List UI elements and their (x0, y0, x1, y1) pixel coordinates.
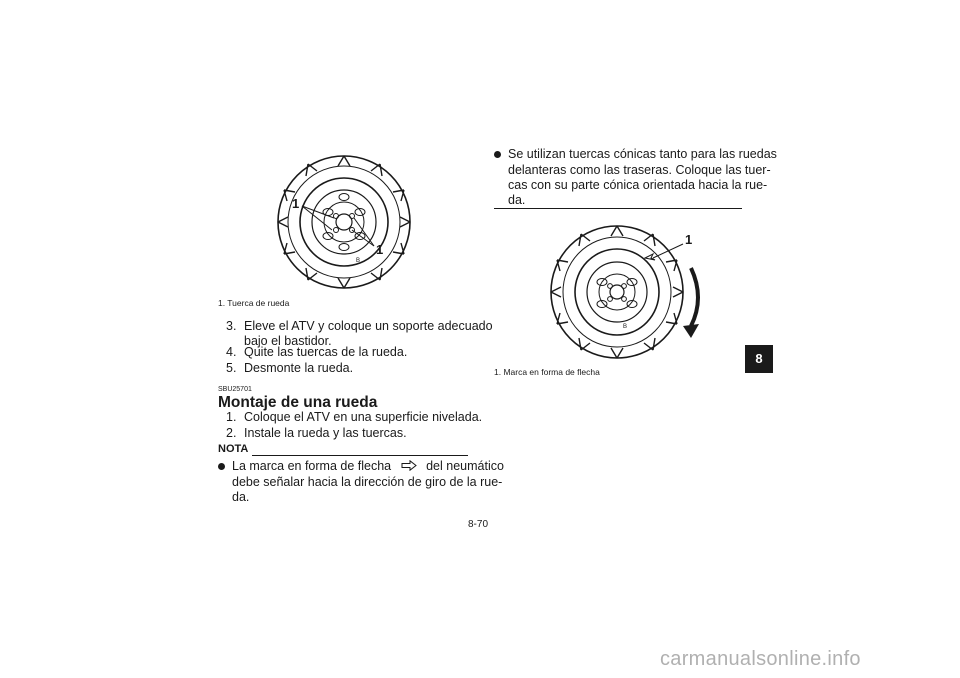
arrow-mark-icon (401, 460, 417, 471)
step-number: 1. (226, 410, 237, 424)
step-2 (226, 426, 476, 441)
callout-1: 1 (685, 232, 693, 247)
step-text: Instale la rueda y las tuercas. (244, 426, 407, 440)
section-end-rule (494, 208, 742, 209)
conical-nut-note-line-3: cas con su parte cónica orientada hacia la rue- (508, 178, 768, 192)
chapter-tab: 8 (745, 345, 773, 373)
wheel-letter-mark: B (356, 258, 361, 264)
callout-1-lower: 1 (376, 242, 384, 257)
wheel-nut-figure (270, 150, 420, 295)
arrow-mark-figure (545, 222, 715, 364)
figure-caption-wheel-nut: 1. Tuerca de rueda (218, 298, 290, 308)
step-number: 5. (226, 361, 237, 375)
step-1 (226, 410, 483, 425)
nota-line-3: da. (232, 490, 250, 504)
page-number: 8-70 (468, 519, 489, 530)
bullet-dot (494, 151, 501, 158)
step-text: Desmonte la rueda. (244, 361, 354, 375)
watermark: carmanualsonline.info (660, 648, 861, 670)
nota-line-2: debe señalar hacia la dirección de giro de la rue- (232, 475, 503, 489)
bullet-dot (218, 463, 225, 470)
step-text: bajo el bastidor. (244, 334, 332, 348)
conical-nut-note-line-4: da. (508, 193, 526, 207)
nota-text-post: del neumático (426, 459, 504, 473)
nota-rule (252, 455, 468, 456)
step-4 (226, 345, 476, 360)
section-code: SBU25701 (218, 386, 252, 393)
step-number: 3. (226, 319, 237, 333)
nota-text-pre: La marca en forma de flecha (232, 459, 392, 473)
conical-nut-note-line-2: delanteras como las traseras. Coloque las tuer- (508, 163, 771, 177)
step-text: Coloque el ATV en una superficie nivelada. (244, 410, 483, 424)
section-title: Montaje de una rueda (218, 394, 378, 411)
step-text: Quite las tuercas de la rueda. (244, 345, 408, 359)
wheel-letter-mark: B (623, 324, 628, 330)
callout-1-upper: 1 (292, 196, 300, 211)
nota-label: NOTA (218, 443, 249, 455)
step-number: 4. (226, 345, 237, 359)
step-text: Eleve el ATV y coloque un soporte adecuado (244, 319, 493, 333)
figure-caption-arrow-mark: 1. Marca en forma de flecha (494, 367, 600, 377)
nota-line-1 (232, 459, 504, 474)
step-5 (226, 361, 476, 376)
step-number: 2. (226, 426, 237, 440)
conical-nut-note-line-1: Se utilizan tuercas cónicas tanto para las ruedas (508, 147, 777, 161)
